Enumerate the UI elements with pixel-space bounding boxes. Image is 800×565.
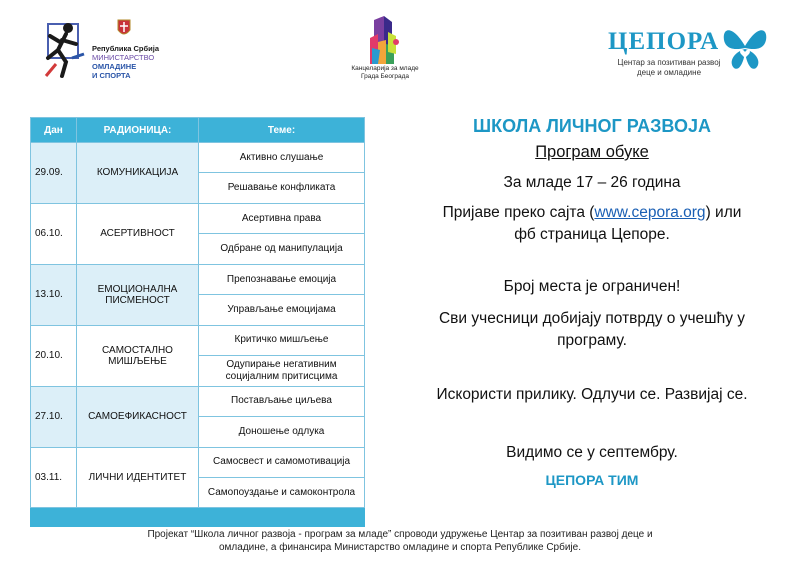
- cepora-sub-1: Центар за позитиван развој: [617, 58, 721, 67]
- session-workshop: САМОСТАЛНО МИШЉЕЊЕ: [77, 325, 199, 386]
- session-topic: Самосвест и самомотивација: [199, 447, 365, 477]
- ministry-name-2: И СПОРТА: [92, 71, 131, 80]
- team-signature: ЦЕПОРА ТИМ: [545, 472, 639, 488]
- table-row: [31, 447, 365, 477]
- see-you-text: Видимо се у септембру.: [506, 444, 678, 461]
- session-date: 06.10.: [31, 203, 77, 264]
- session-topic: Решавање конфликата: [199, 173, 365, 203]
- table-row: [31, 203, 365, 233]
- cert-line-2: програму.: [557, 332, 627, 349]
- age-range: За младе 17 – 26 година: [503, 174, 681, 191]
- apply-text-line2: фб страница Цепоре.: [514, 226, 670, 243]
- header-topics: Теме:: [199, 118, 365, 143]
- ministry-country: Република Србија: [92, 44, 160, 53]
- website-link[interactable]: www.cepora.org: [594, 204, 706, 221]
- runner-figure-icon: [42, 14, 98, 84]
- city-skyline-icon: [348, 14, 418, 66]
- ministry-name-1: ОМЛАДИНЕ: [92, 62, 137, 71]
- table-row: [31, 264, 365, 294]
- butterfly-icon: [722, 22, 768, 72]
- certificate-info: [398, 308, 786, 352]
- header-workshop: РАДИОНИЦА:: [77, 118, 199, 143]
- table-footer-bar: [31, 508, 365, 527]
- session-topic: Препознавање емоција: [199, 264, 365, 294]
- session-workshop: КОМУНИКАЦИЈА: [77, 143, 199, 204]
- schedule-table: [30, 117, 365, 527]
- session-topic: Доношење одлука: [199, 417, 365, 447]
- session-workshop: ЕМОЦИОНАЛНА ПИСМЕНОСТ: [77, 264, 199, 325]
- session-topic: Активно слушање: [199, 143, 365, 173]
- cepora-logo-name: ЦЕПОРА: [608, 28, 720, 55]
- table-header-row: [31, 118, 365, 143]
- office-city: Града Београда: [360, 73, 410, 80]
- session-topic: Одупирање негативним социјалним притисцима: [199, 356, 365, 386]
- ministry-logo-text: [92, 44, 159, 80]
- slogan: Искористи прилику. Одлучи се. Развијај се.: [436, 386, 748, 403]
- funding-footer: [90, 528, 710, 554]
- youth-office-text: [342, 65, 428, 81]
- apply-text-after: ) или: [705, 204, 742, 221]
- session-topic: Управљање емоцијама: [199, 295, 365, 325]
- program-subtitle: Програм обуке: [535, 143, 649, 161]
- cert-line-1: Сви учесници добијају потврду о учешћу у: [438, 310, 746, 327]
- application-info: [398, 202, 786, 246]
- session-topic: Самопоуздање и самоконтрола: [199, 478, 365, 508]
- cepora-logo-subtitle: [614, 58, 724, 78]
- session-date: 20.10.: [31, 325, 77, 386]
- footer-line-1: Пројекат “Школа личног развоја - програм за младе” спроводи удружење Центар за позитиван развој деце и: [147, 529, 653, 540]
- session-date: 27.10.: [31, 386, 77, 447]
- session-date: 13.10.: [31, 264, 77, 325]
- cepora-sub-2: деце и омладине: [636, 68, 702, 77]
- table-row: [31, 325, 365, 355]
- program-title: ШКОЛА ЛИЧНОГ РАЗВОЈА: [473, 116, 711, 136]
- table-row: [31, 143, 365, 173]
- session-date: 29.09.: [31, 143, 77, 204]
- limited-seats: Број места је ограничен!: [503, 278, 681, 295]
- coat-of-arms-icon: [116, 18, 132, 38]
- session-topic: Критичко мишљење: [199, 325, 365, 355]
- table-row: [31, 386, 365, 416]
- session-date: 03.11.: [31, 447, 77, 508]
- table-footer-row: [31, 508, 365, 527]
- header-day: Дан: [31, 118, 77, 143]
- office-name: Канцеларија за младе: [351, 65, 419, 72]
- session-workshop: АСЕРТИВНОСТ: [77, 203, 199, 264]
- session-topic: Асертивна права: [199, 203, 365, 233]
- session-workshop: САМОЕФИКАСНОСТ: [77, 386, 199, 447]
- session-topic: Постављање циљева: [199, 386, 365, 416]
- footer-line-2: омладине, а финансира Министарство омладине и спорта Републике Србије.: [219, 542, 581, 553]
- session-workshop: ЛИЧНИ ИДЕНТИТЕТ: [77, 447, 199, 508]
- ministry-label: МИНИСТАРСТВО: [92, 53, 155, 62]
- apply-text-before: Пријаве преко сајта (: [442, 204, 595, 221]
- session-topic: Одбране од манипулација: [199, 234, 365, 264]
- program-info: [398, 110, 786, 488]
